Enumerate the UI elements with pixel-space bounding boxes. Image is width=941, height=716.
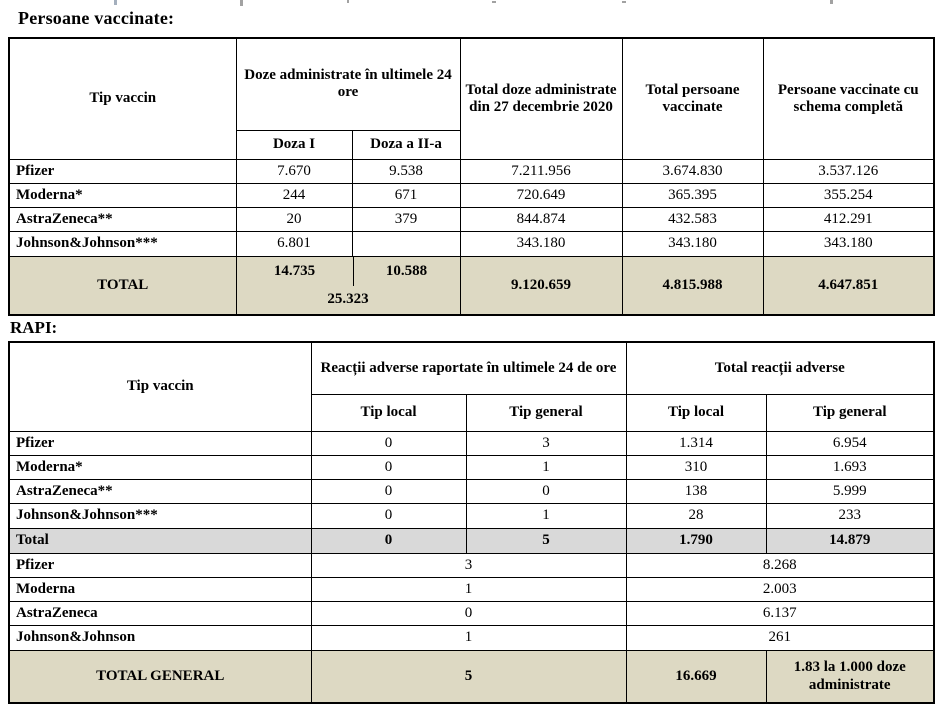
- total-doses-24h-split-cell: [236, 256, 460, 315]
- data-cell: 355.254: [763, 183, 934, 207]
- merged-24h-cell: 0: [311, 601, 626, 625]
- subtotal-cell: 1.790: [626, 528, 766, 553]
- total-persons-cell: 4.815.988: [622, 256, 763, 315]
- total-general-24h-cell: 5: [311, 650, 626, 703]
- merged-total-cell: 2.003: [626, 577, 934, 601]
- data-cell: 0: [311, 503, 466, 528]
- vaccine-name-cell: Moderna: [9, 577, 311, 601]
- total-general-label-cell: TOTAL GENERAL: [9, 650, 311, 703]
- col-header-reactii-24h: Reacții adverse raportate în ultimele 24 de ore: [311, 342, 626, 394]
- col-header-doza-1: Doza I: [236, 130, 352, 159]
- data-cell: 7.211.956: [460, 159, 622, 183]
- merged-24h-cell: 1: [311, 625, 626, 650]
- data-cell: 720.649: [460, 183, 622, 207]
- data-cell: 3.674.830: [622, 159, 763, 183]
- total-full-schema-cell: 4.647.851: [763, 256, 934, 315]
- col-header-total-reactii: Total reacții adverse: [626, 342, 934, 394]
- vaccine-name-cell: Moderna*: [9, 183, 236, 207]
- data-cell: 1: [466, 455, 626, 479]
- merged-total-cell: 8.268: [626, 553, 934, 577]
- col-header-schema-completa: Persoane vaccinate cu schema completă: [763, 38, 934, 159]
- col-header-tip-general-total: Tip general: [766, 394, 934, 431]
- total-doza1-value: 14.735: [273, 262, 316, 279]
- total-label-cell: TOTAL: [9, 256, 236, 315]
- vaccine-name-cell: Pfizer: [9, 431, 311, 455]
- table-row: [9, 183, 934, 207]
- data-cell: 244: [236, 183, 352, 207]
- data-cell: 671: [352, 183, 460, 207]
- merged-total-cell: 261: [626, 625, 934, 650]
- data-cell: 0: [311, 431, 466, 455]
- table-row: [9, 207, 934, 231]
- data-cell: 20: [236, 207, 352, 231]
- data-cell: 1: [466, 503, 626, 528]
- data-cell: 6.954: [766, 431, 934, 455]
- subtotal-cell: 14.879: [766, 528, 934, 553]
- section-title-persoane-vaccinate: Persoane vaccinate:: [18, 8, 175, 28]
- table-row-merged: [9, 625, 934, 650]
- vaccine-name-cell: Pfizer: [9, 159, 236, 183]
- subtotal-cell: 0: [311, 528, 466, 553]
- data-cell: 28: [626, 503, 766, 528]
- vaccine-name-cell: AstraZeneca**: [9, 479, 311, 503]
- total-general-row: [9, 650, 934, 703]
- table-row-merged: [9, 601, 934, 625]
- data-cell: 379: [352, 207, 460, 231]
- data-cell: 3: [466, 431, 626, 455]
- total-row: [9, 256, 934, 315]
- col-header-total-doze: Total doze administrate din 27 decembrie 2020: [460, 38, 622, 159]
- col-header-tip-general-24h: Tip general: [466, 394, 626, 431]
- col-header-tip-vaccin: Tip vaccin: [9, 38, 236, 159]
- data-cell: 432.583: [622, 207, 763, 231]
- col-header-tip-vaccin-rapi: Tip vaccin: [9, 342, 311, 431]
- vaccine-name-cell: AstraZeneca**: [9, 207, 236, 231]
- merged-24h-cell: 3: [311, 553, 626, 577]
- table-row: [9, 479, 934, 503]
- vaccine-name-cell: Johnson&Johnson***: [9, 231, 236, 256]
- data-cell: 6.801: [236, 231, 352, 256]
- table-row-merged: [9, 553, 934, 577]
- data-cell: 365.395: [622, 183, 763, 207]
- data-cell: 1.314: [626, 431, 766, 455]
- merged-24h-cell: 1: [311, 577, 626, 601]
- data-cell: 0: [466, 479, 626, 503]
- data-cell: 310: [626, 455, 766, 479]
- data-cell: 3.537.126: [763, 159, 934, 183]
- col-header-doze-24h: Doze administrate în ultimele 24 ore: [236, 38, 460, 130]
- vaccinated-persons-table: [8, 37, 935, 316]
- data-cell: 233: [766, 503, 934, 528]
- subtotal-label-cell: Total: [9, 528, 311, 553]
- vaccine-name-cell: Pfizer: [9, 553, 311, 577]
- data-cell: 343.180: [460, 231, 622, 256]
- data-cell: 412.291: [763, 207, 934, 231]
- total-doses-24h-sum: 25.323: [327, 291, 369, 308]
- vaccine-name-cell: AstraZeneca: [9, 601, 311, 625]
- col-header-tip-local-24h: Tip local: [311, 394, 466, 431]
- data-cell: 5.999: [766, 479, 934, 503]
- table-row: [9, 159, 934, 183]
- merged-total-cell: 6.137: [626, 601, 934, 625]
- data-cell: 343.180: [622, 231, 763, 256]
- table-row: [9, 503, 934, 528]
- col-header-tip-local-total: Tip local: [626, 394, 766, 431]
- subtotal-row: [9, 528, 934, 553]
- vaccine-name-cell: Moderna*: [9, 455, 311, 479]
- table-row: [9, 231, 934, 256]
- data-cell: 0: [311, 479, 466, 503]
- total-general-rate-cell: 1.83 la 1.000 doze administrate: [766, 650, 934, 703]
- section-title-rapi: RAPI:: [10, 318, 58, 337]
- vaccine-name-cell: Johnson&Johnson***: [9, 503, 311, 528]
- data-cell: 138: [626, 479, 766, 503]
- col-header-total-persoane: Total persoane vaccinate: [622, 38, 763, 159]
- vaccine-name-cell: Johnson&Johnson: [9, 625, 311, 650]
- table-row-merged: [9, 577, 934, 601]
- total-doza2-value: 10.588: [353, 257, 460, 286]
- subtotal-cell: 5: [466, 528, 626, 553]
- total-doses-all-cell: 9.120.659: [460, 256, 622, 315]
- data-cell: [352, 231, 460, 256]
- data-cell: 0: [311, 455, 466, 479]
- data-cell: 7.670: [236, 159, 352, 183]
- data-cell: 844.874: [460, 207, 622, 231]
- adverse-reactions-table: [8, 341, 935, 704]
- col-header-doza-2: Doza a II-a: [352, 130, 460, 159]
- data-cell: 9.538: [352, 159, 460, 183]
- table-row: [9, 455, 934, 479]
- total-general-total-cell: 16.669: [626, 650, 766, 703]
- table-row: [9, 431, 934, 455]
- data-cell: 343.180: [763, 231, 934, 256]
- data-cell: 1.693: [766, 455, 934, 479]
